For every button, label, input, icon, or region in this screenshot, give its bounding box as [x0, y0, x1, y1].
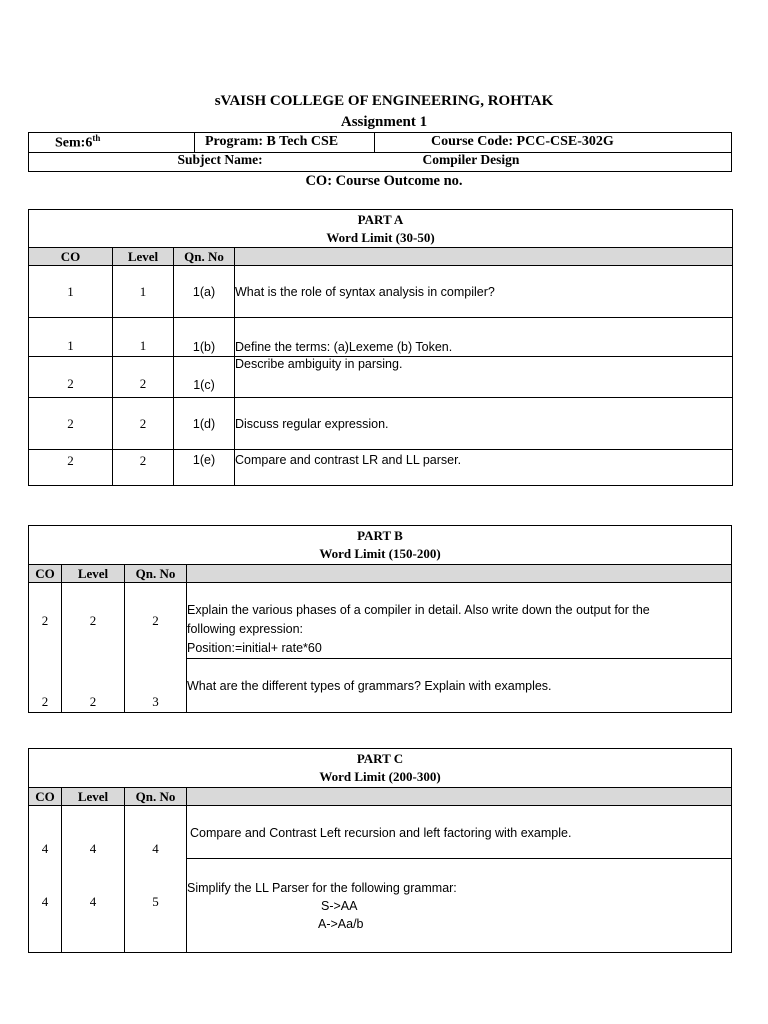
co-column-header: CO	[29, 248, 113, 266]
co-cell: 2	[29, 450, 113, 486]
qn-cell: 2	[125, 583, 187, 659]
question-text: Discuss regular expression.	[235, 398, 733, 450]
qn-cell: 5	[125, 859, 187, 953]
qn-cell: 1(c)	[174, 357, 235, 398]
question-column-header	[187, 788, 732, 806]
level-cell: 1	[113, 266, 174, 318]
co-note: CO: Course Outcome no.	[305, 173, 463, 189]
part-a-title: PART A	[357, 211, 404, 227]
question-column-header	[187, 565, 732, 583]
co-column-header: CO	[29, 565, 62, 583]
grammar-rule: A->Aa/b	[318, 917, 364, 931]
table-row	[29, 266, 733, 318]
question-text: Define the terms: (a)Lexeme (b) Token.	[235, 318, 733, 357]
level-cell: 2	[62, 583, 125, 659]
table-row	[29, 318, 733, 357]
semester-suffix: th	[92, 133, 101, 143]
question-line: Simplify the LL Parser for the following grammar:	[187, 881, 457, 895]
part-b-title: PART B	[357, 528, 403, 543]
subject-value: Compiler Design	[422, 151, 520, 167]
assignment-title: Assignment 1	[340, 114, 428, 130]
qn-cell: 4	[125, 806, 187, 859]
co-cell: 2	[29, 398, 113, 450]
co-cell: 2	[29, 357, 113, 398]
question-text	[187, 859, 732, 953]
table-row	[29, 357, 733, 398]
part-c-heading	[29, 749, 732, 788]
question-line: Position:=initial+ rate*60	[187, 641, 322, 655]
program-cell: Program: B Tech CSE	[195, 133, 375, 153]
part-b-heading	[29, 526, 732, 565]
level-cell: 1	[113, 318, 174, 357]
level-cell: 2	[113, 357, 174, 398]
table-row	[29, 398, 733, 450]
part-c-word-limit: Word Limit (200-300)	[319, 769, 441, 784]
table-row	[29, 659, 732, 713]
part-a-heading	[29, 210, 733, 248]
qn-column-header: Qn. No	[125, 788, 187, 806]
level-column-header: Level	[113, 248, 174, 266]
question-text: Describe ambiguity in parsing.	[235, 357, 733, 398]
level-cell: 4	[62, 859, 125, 953]
grammar-rule: S->AA	[321, 899, 358, 913]
question-text: Compare and contrast LR and LL parser.	[235, 450, 733, 486]
co-cell: 1	[29, 318, 113, 357]
level-cell: 4	[62, 806, 125, 859]
question-column-header	[235, 248, 733, 266]
co-cell: 2	[29, 659, 62, 713]
college-name: sVAISH COLLEGE OF ENGINEERING, ROHTAK	[214, 93, 554, 109]
qn-cell: 1(d)	[174, 398, 235, 450]
qn-cell: 1(b)	[174, 318, 235, 357]
table-row	[29, 583, 732, 659]
header-info-table	[28, 132, 732, 172]
level-column-header: Level	[62, 788, 125, 806]
qn-column-header: Qn. No	[125, 565, 187, 583]
table-row	[29, 450, 733, 486]
subject-cell	[29, 152, 732, 171]
part-b-word-limit: Word Limit (150-200)	[319, 546, 441, 561]
part-b-table	[28, 525, 732, 713]
qn-cell: 1(a)	[174, 266, 235, 318]
part-c-table	[28, 748, 732, 953]
part-a-word-limit: Word Limit (30-50)	[326, 229, 435, 245]
table-row	[29, 806, 732, 859]
qn-column-header: Qn. No	[174, 248, 235, 266]
table-row	[29, 859, 732, 953]
qn-cell: 1(e)	[174, 450, 235, 486]
question-text: Compare and Contrast Left recursion and left factoring with example.	[187, 806, 732, 859]
question-text: What are the different types of grammars? Explain with examples.	[187, 659, 732, 713]
question-text: What is the role of syntax analysis in compiler?	[235, 266, 733, 318]
co-column-header: CO	[29, 788, 62, 806]
part-c-title: PART C	[356, 751, 404, 766]
question-text	[187, 583, 732, 659]
subject-label: Subject Name:	[177, 151, 263, 167]
course-code-cell: Course Code: PCC-CSE-302G	[375, 133, 732, 153]
question-line: following expression:	[187, 622, 304, 636]
level-column-header: Level	[62, 565, 125, 583]
semester-cell	[29, 133, 195, 153]
co-cell: 4	[29, 806, 62, 859]
semester-label: Sem:6	[55, 135, 93, 151]
co-cell: 2	[29, 583, 62, 659]
level-cell: 2	[113, 398, 174, 450]
qn-cell: 3	[125, 659, 187, 713]
part-a-table	[28, 209, 733, 486]
level-cell: 2	[113, 450, 174, 486]
co-cell: 1	[29, 266, 113, 318]
level-cell: 2	[62, 659, 125, 713]
question-line: Explain the various phases of a compiler in detail. Also write down the output for the	[187, 603, 650, 617]
co-cell: 4	[29, 859, 62, 953]
